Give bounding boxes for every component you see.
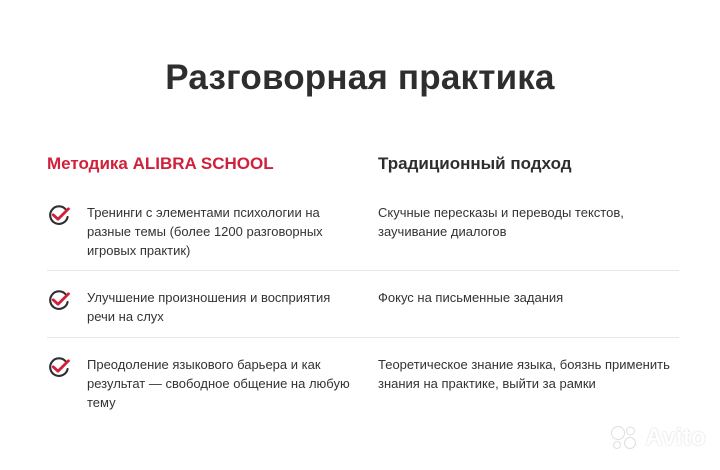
row-divider <box>47 337 679 338</box>
column-header-alibra: Методика ALIBRA SCHOOL <box>47 154 274 173</box>
page-title: Разговорная практика <box>165 58 555 97</box>
avito-watermark <box>609 424 706 452</box>
alibra-point: Улучшение произношения и восприятия речи на слух <box>87 290 331 324</box>
alibra-point: Преодоление языкового барьера и как результат — свободное общение на любую тему <box>87 357 350 410</box>
traditional-point: Теоретическое знание языка, боязнь применить знания на практике, выйти за рамки <box>378 357 670 391</box>
column-header-traditional: Традиционный подход <box>378 154 572 173</box>
traditional-point: Скучные пересказы и переводы текстов, заучивание диалогов <box>378 205 624 239</box>
avito-logo-icon <box>609 425 639 451</box>
row-divider <box>47 270 679 271</box>
check-in-circle-icon <box>47 289 73 311</box>
traditional-point: Фокус на письменные задания <box>378 290 564 305</box>
alibra-point: Тренинги с элементами психологии на разные темы (более 1200 разговорных игровых практик) <box>87 205 323 258</box>
check-in-circle-icon <box>47 356 73 378</box>
check-in-circle-icon <box>47 204 73 226</box>
avito-watermark-text: Avito <box>645 424 706 451</box>
